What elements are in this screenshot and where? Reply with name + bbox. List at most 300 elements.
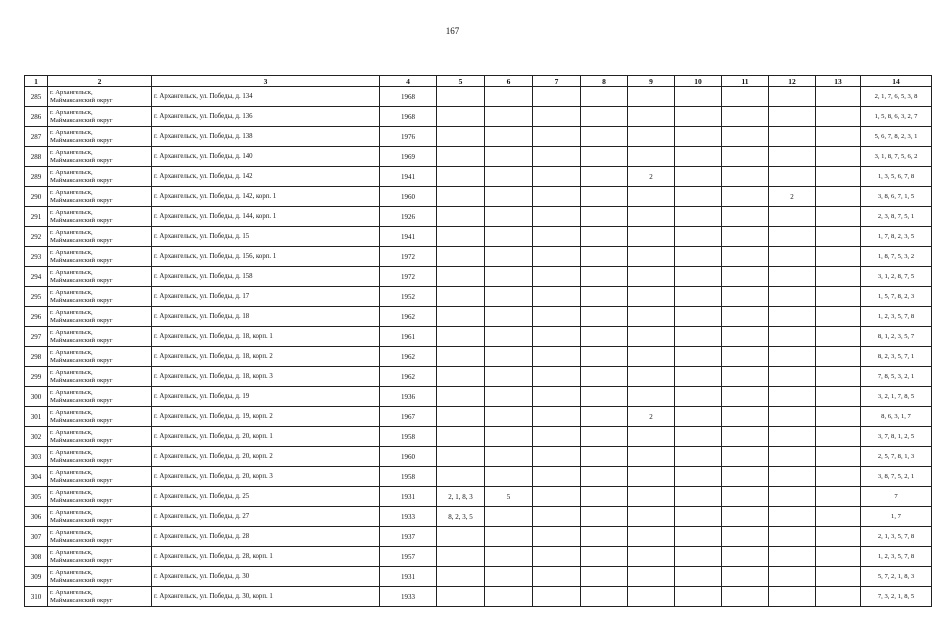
row-number: 297 [25,327,48,347]
year-cell: 1933 [380,507,437,527]
col9-cell [628,587,675,607]
locality-cell [48,547,152,567]
col12-cell [769,347,816,367]
col6-cell [485,107,533,127]
col11-cell [722,567,769,587]
locality-cell [48,227,152,247]
col5-cell [437,287,485,307]
col12-cell [769,327,816,347]
table-row [25,547,932,567]
col7-cell [533,367,581,387]
column-header-4: 4 [380,76,437,87]
col11-cell [722,267,769,287]
col10-cell [675,167,722,187]
col13-cell [816,127,861,147]
col8-cell [581,567,628,587]
col10-cell [675,87,722,107]
col7-cell [533,327,581,347]
col5-cell [437,547,485,567]
address-cell: г. Архангельск, ул. Победы, д. 17 [152,287,380,307]
locality-cell [48,387,152,407]
col14-cell: 1, 2, 3, 5, 7, 8 [861,307,932,327]
address-cell: г. Архангельск, ул. Победы, д. 158 [152,267,380,287]
col7-cell [533,87,581,107]
col5-cell [437,427,485,447]
locality-cell [48,467,152,487]
locality-cell [48,187,152,207]
col7-cell [533,407,581,427]
locality-line: Маймаксанский округ [50,96,113,104]
locality-line: Маймаксанский округ [50,596,113,604]
col14-cell: 3, 2, 1, 7, 8, 5 [861,387,932,407]
column-header-1: 1 [25,76,48,87]
address-cell: г. Архангельск, ул. Победы, д. 20, корп. 2 [152,447,380,467]
col10-cell [675,587,722,607]
col12-cell [769,307,816,327]
col9-cell [628,467,675,487]
col5-cell [437,347,485,367]
address-cell: г. Архангельск, ул. Победы, д. 30 [152,567,380,587]
locality-cell [48,567,152,587]
col6-cell [485,447,533,467]
locality-line: Маймаксанский округ [50,216,113,224]
col14-cell: 1, 5, 8, 6, 3, 2, 7 [861,107,932,127]
locality-line: г. Архангельск, [50,468,93,476]
table-row [25,207,932,227]
col12-cell [769,427,816,447]
row-number: 295 [25,287,48,307]
row-number: 306 [25,507,48,527]
col6-cell [485,467,533,487]
col5-cell [437,527,485,547]
col9-cell [628,327,675,347]
locality-line: Маймаксанский округ [50,196,113,204]
col13-cell [816,527,861,547]
locality-line: г. Архангельск, [50,188,93,196]
col13-cell [816,467,861,487]
table-row [25,407,932,427]
col10-cell [675,407,722,427]
address-cell: г. Архангельск, ул. Победы, д. 25 [152,487,380,507]
col6-cell [485,427,533,447]
table-row [25,507,932,527]
col13-cell [816,147,861,167]
row-number: 287 [25,127,48,147]
col12-cell [769,447,816,467]
col9-cell [628,447,675,467]
year-cell: 1967 [380,407,437,427]
col8-cell [581,447,628,467]
col8-cell [581,167,628,187]
col6-cell [485,547,533,567]
locality-line: г. Архангельск, [50,128,93,136]
col14-cell: 2, 1, 7, 6, 5, 3, 8 [861,87,932,107]
year-cell: 1969 [380,147,437,167]
table-row [25,527,932,547]
col7-cell [533,307,581,327]
locality-cell [48,367,152,387]
locality-cell [48,507,152,527]
col5-cell [437,87,485,107]
col14-cell: 7 [861,487,932,507]
col10-cell [675,147,722,167]
col14-cell: 8, 6, 3, 1, 7 [861,407,932,427]
col9-cell [628,487,675,507]
locality-line: Маймаксанский округ [50,476,113,484]
col9-cell [628,187,675,207]
col12-cell [769,227,816,247]
locality-line: г. Архангельск, [50,588,93,596]
col11-cell [722,227,769,247]
col5-cell [437,387,485,407]
year-cell: 1968 [380,107,437,127]
col8-cell [581,347,628,367]
table-row [25,387,932,407]
col11-cell [722,547,769,567]
col6-cell [485,587,533,607]
year-cell: 1941 [380,167,437,187]
col6-cell [485,227,533,247]
locality-line: Маймаксанский округ [50,416,113,424]
col12-cell [769,127,816,147]
locality-line: Маймаксанский округ [50,236,113,244]
col8-cell [581,247,628,267]
locality-line: Маймаксанский округ [50,316,113,324]
col7-cell [533,147,581,167]
locality-line: г. Архангельск, [50,148,93,156]
col5-cell [437,327,485,347]
col8-cell [581,387,628,407]
col9-cell [628,527,675,547]
table-row [25,307,932,327]
col7-cell [533,227,581,247]
col8-cell [581,307,628,327]
locality-line: Маймаксанский округ [50,116,113,124]
col7-cell [533,127,581,147]
col9-cell [628,107,675,127]
row-number: 307 [25,527,48,547]
row-number: 294 [25,267,48,287]
col13-cell [816,227,861,247]
locality-line: г. Архангельск, [50,108,93,116]
locality-cell [48,487,152,507]
col9-cell: 2 [628,407,675,427]
col13-cell [816,507,861,527]
col5-cell [437,467,485,487]
col12-cell [769,87,816,107]
col11-cell [722,247,769,267]
col6-cell [485,147,533,167]
col8-cell [581,107,628,127]
locality-line: г. Архангельск, [50,408,93,416]
row-number: 290 [25,187,48,207]
col13-cell [816,207,861,227]
year-cell: 1958 [380,467,437,487]
address-cell: г. Архангельск, ул. Победы, д. 18, корп. 2 [152,347,380,367]
col14-cell: 1, 3, 5, 6, 7, 8 [861,167,932,187]
col11-cell [722,407,769,427]
col5-cell [437,567,485,587]
col11-cell [722,287,769,307]
year-cell: 1937 [380,527,437,547]
col7-cell [533,427,581,447]
row-number: 288 [25,147,48,167]
row-number: 310 [25,587,48,607]
col10-cell [675,207,722,227]
col14-cell: 3, 8, 7, 5, 2, 1 [861,467,932,487]
locality-line: Маймаксанский округ [50,136,113,144]
col11-cell [722,147,769,167]
row-number: 309 [25,567,48,587]
col9-cell [628,567,675,587]
col5-cell [437,407,485,427]
address-cell: г. Архангельск, ул. Победы, д. 142 [152,167,380,187]
col13-cell [816,187,861,207]
col5-cell [437,247,485,267]
col10-cell [675,447,722,467]
locality-line: г. Архангельск, [50,88,93,96]
col12-cell [769,507,816,527]
column-header-7: 7 [533,76,581,87]
col5-cell [437,107,485,127]
col6-cell [485,187,533,207]
housing-register-table [24,75,932,607]
col6-cell [485,87,533,107]
col7-cell [533,507,581,527]
col11-cell [722,587,769,607]
col12-cell [769,107,816,127]
col9-cell [628,547,675,567]
year-cell: 1962 [380,367,437,387]
col5-cell: 8, 2, 3, 5 [437,507,485,527]
col5-cell [437,227,485,247]
address-cell: г. Архангельск, ул. Победы, д. 28, корп. 1 [152,547,380,567]
locality-line: г. Архангельск, [50,448,93,456]
table-row [25,347,932,367]
col7-cell [533,387,581,407]
col9-cell [628,227,675,247]
table-row [25,567,932,587]
locality-cell [48,327,152,347]
col5-cell [437,587,485,607]
table-row [25,487,932,507]
col11-cell [722,127,769,147]
col12-cell [769,387,816,407]
col5-cell [437,307,485,327]
col12-cell [769,487,816,507]
col10-cell [675,347,722,367]
col10-cell [675,547,722,567]
locality-line: Маймаксанский округ [50,516,113,524]
locality-line: Маймаксанский округ [50,456,113,464]
col12-cell [769,547,816,567]
row-number: 298 [25,347,48,367]
col5-cell [437,447,485,467]
address-cell: г. Архангельск, ул. Победы, д. 20, корп. 1 [152,427,380,447]
col5-cell: 2, 1, 8, 3 [437,487,485,507]
row-number: 296 [25,307,48,327]
locality-cell [48,447,152,467]
table-row [25,187,932,207]
col11-cell [722,427,769,447]
locality-line: Маймаксанский округ [50,156,113,164]
address-cell: г. Архангельск, ул. Победы, д. 30, корп. 1 [152,587,380,607]
col12-cell [769,587,816,607]
col9-cell [628,87,675,107]
column-header-3: 3 [152,76,380,87]
col8-cell [581,587,628,607]
col14-cell: 7, 8, 5, 3, 2, 1 [861,367,932,387]
col11-cell [722,447,769,467]
year-cell: 1957 [380,547,437,567]
col5-cell [437,267,485,287]
col6-cell [485,207,533,227]
locality-cell [48,87,152,107]
col12-cell [769,247,816,267]
col10-cell [675,227,722,247]
column-header-13: 13 [816,76,861,87]
col9-cell [628,127,675,147]
year-cell: 1962 [380,347,437,367]
col13-cell [816,267,861,287]
col9-cell [628,287,675,307]
year-cell: 1961 [380,327,437,347]
row-number: 301 [25,407,48,427]
col11-cell [722,347,769,367]
col7-cell [533,167,581,187]
col13-cell [816,547,861,567]
locality-line: г. Архангельск, [50,228,93,236]
year-cell: 1958 [380,427,437,447]
locality-cell [48,207,152,227]
col11-cell [722,527,769,547]
col7-cell [533,207,581,227]
address-cell: г. Архангельск, ул. Победы, д. 144, корп. 1 [152,207,380,227]
col6-cell [485,287,533,307]
col8-cell [581,127,628,147]
col9-cell [628,307,675,327]
col10-cell [675,427,722,447]
col11-cell [722,167,769,187]
col8-cell [581,87,628,107]
col9-cell [628,507,675,527]
col9-cell [628,387,675,407]
col10-cell [675,107,722,127]
col11-cell [722,327,769,347]
col11-cell [722,207,769,227]
col11-cell [722,487,769,507]
col6-cell [485,327,533,347]
col8-cell [581,207,628,227]
col6-cell [485,247,533,267]
col14-cell: 3, 7, 8, 1, 2, 5 [861,427,932,447]
locality-line: г. Архангельск, [50,288,93,296]
col8-cell [581,507,628,527]
col7-cell [533,267,581,287]
col12-cell [769,367,816,387]
col14-cell: 3, 1, 8, 7, 5, 6, 2 [861,147,932,167]
row-number: 285 [25,87,48,107]
year-cell: 1933 [380,587,437,607]
col13-cell [816,567,861,587]
table-row [25,87,932,107]
row-number: 286 [25,107,48,127]
col13-cell [816,107,861,127]
col13-cell [816,407,861,427]
col9-cell [628,267,675,287]
col13-cell [816,587,861,607]
col11-cell [722,187,769,207]
address-cell: г. Архангельск, ул. Победы, д. 20, корп. 3 [152,467,380,487]
locality-cell [48,287,152,307]
locality-line: Маймаксанский округ [50,296,113,304]
locality-line: Маймаксанский округ [50,556,113,564]
locality-cell [48,527,152,547]
locality-line: г. Архангельск, [50,268,93,276]
col12-cell: 2 [769,187,816,207]
col12-cell [769,267,816,287]
col10-cell [675,187,722,207]
col5-cell [437,367,485,387]
locality-line: Маймаксанский округ [50,336,113,344]
col14-cell: 2, 5, 7, 8, 1, 3 [861,447,932,467]
locality-line: г. Архангельск, [50,328,93,336]
column-header-9: 9 [628,76,675,87]
address-cell: г. Архангельск, ул. Победы, д. 19 [152,387,380,407]
col9-cell [628,367,675,387]
table-row [25,267,932,287]
column-header-12: 12 [769,76,816,87]
locality-cell [48,267,152,287]
col14-cell: 3, 8, 6, 7, 1, 5 [861,187,932,207]
year-cell: 1972 [380,267,437,287]
col9-cell [628,247,675,267]
row-number: 305 [25,487,48,507]
col13-cell [816,247,861,267]
address-cell: г. Архангельск, ул. Победы, д. 27 [152,507,380,527]
col8-cell [581,547,628,567]
col6-cell [485,387,533,407]
col5-cell [437,147,485,167]
locality-cell [48,427,152,447]
col10-cell [675,487,722,507]
row-number: 293 [25,247,48,267]
col8-cell [581,187,628,207]
year-cell: 1952 [380,287,437,307]
address-cell: г. Архангельск, ул. Победы, д. 15 [152,227,380,247]
locality-line: г. Архангельск, [50,308,93,316]
col6-cell [485,367,533,387]
col9-cell [628,147,675,167]
col13-cell [816,327,861,347]
col14-cell: 1, 8, 7, 5, 3, 2 [861,247,932,267]
table-row [25,247,932,267]
locality-line: г. Архангельск, [50,168,93,176]
col14-cell: 5, 7, 2, 1, 8, 3 [861,567,932,587]
year-cell: 1962 [380,307,437,327]
col7-cell [533,527,581,547]
year-cell: 1931 [380,567,437,587]
col12-cell [769,567,816,587]
locality-line: Маймаксанский округ [50,176,113,184]
col11-cell [722,467,769,487]
table-row [25,147,932,167]
locality-line: Маймаксанский округ [50,436,113,444]
col7-cell [533,447,581,467]
col13-cell [816,387,861,407]
table-row [25,587,932,607]
column-header-14: 14 [861,76,932,87]
